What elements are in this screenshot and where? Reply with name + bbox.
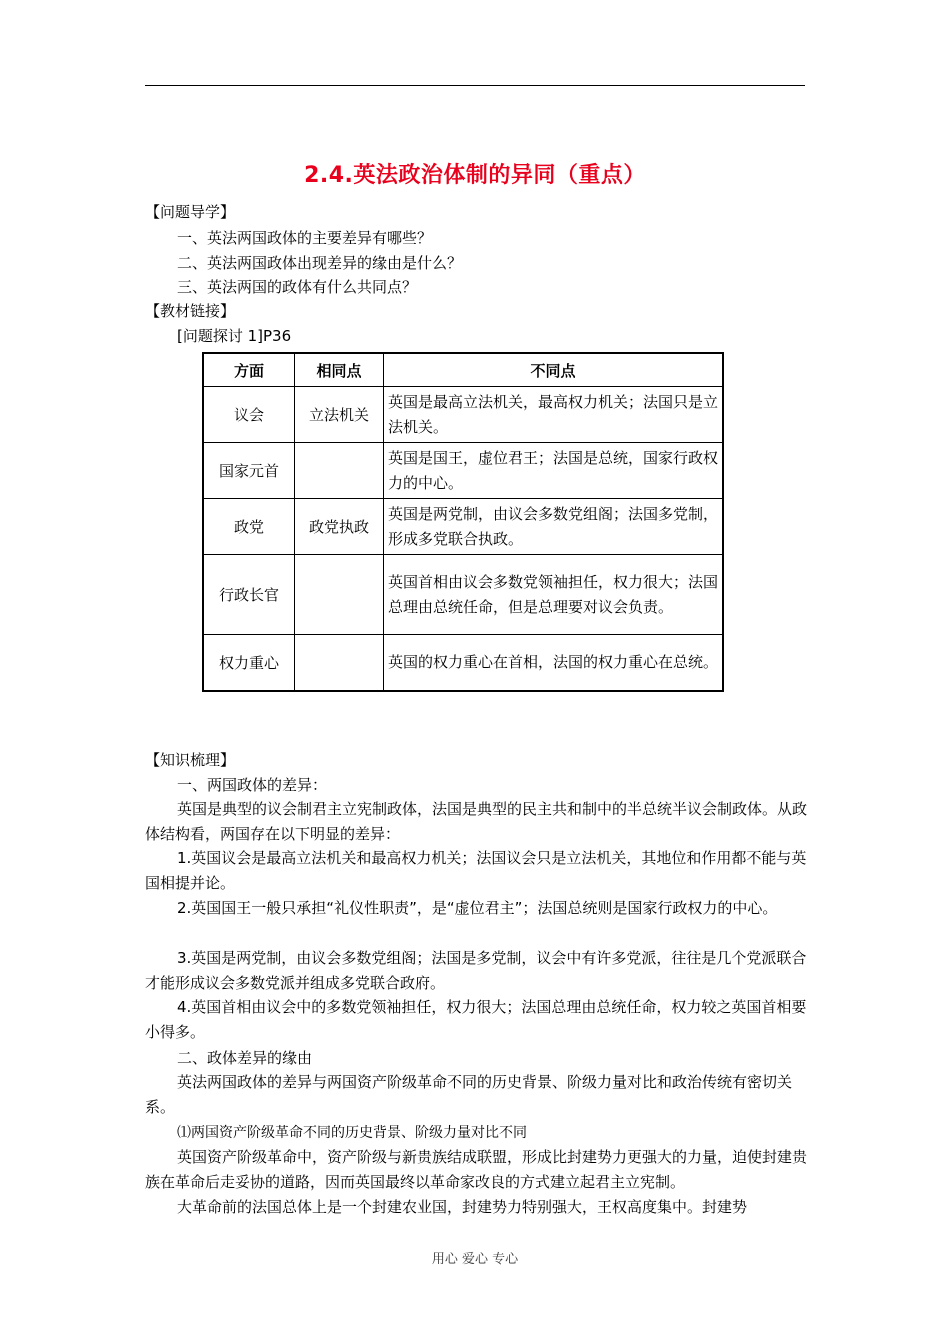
same-cell [295,635,384,691]
table-row [203,555,723,635]
diff-cell: 英国首相由议会多数党领袖担任，权力很大；法国总理由总统任命，但是总理要对议会负责。 [384,555,724,635]
paragraph: 英法两国政体的差异与两国资产阶级革命不同的历史背景、阶级力量对比和政治传统有密切关系。 [145,1073,793,1116]
diff-cell: 英国是最高立法机关，最高权力机关；法国只是立法机关。 [384,387,724,443]
paragraph: 3.英国是两党制，由议会多数党组阁；法国是多党制，议会中有许多党派，往往是几个党派联合才能形成议会多数党派并组成多党联合政府。 [145,949,807,992]
diff-cell: 英国是两党制，由议会多数党组阁；法国多党制，形成多党联合执政。 [384,499,724,555]
paragraph: 大革命前的法国总体上是一个封建农业国，封建势力特别强大，王权高度集中。封建势 [177,1198,748,1216]
column-header: 不同点 [384,353,724,387]
textbook-reference: [问题探讨 1]P36 [177,327,292,345]
page-footer: 用心 爱心 专心 [431,1252,519,1267]
comparison-table [202,352,724,692]
diff-cell: 英国的权力重心在首相，法国的权力重心在总统。 [384,635,724,691]
diff-cell: 英国是国王，虚位君王；法国是总统，国家行政权力的中心。 [384,443,724,499]
same-cell: 立法机关 [295,387,384,443]
aspect-cell: 行政长官 [203,555,295,635]
subheading-historical-background: ⑴两国资产阶级革命不同的历史背景、阶级力量对比不同 [177,1125,527,1141]
guide-question-2: 二、英法两国政体出现差异的缘由是什么？ [177,254,463,272]
table-row [203,499,723,555]
section-heading-textbook: 【教材链接】 [145,302,236,320]
table-row [203,635,723,691]
same-cell [295,443,384,499]
guide-question-3: 三、英法两国的政体有什么共同点？ [177,278,418,296]
subheading-reasons: 二、政体差异的缘由 [177,1049,313,1067]
paragraph: 英国是典型的议会制君主立宪制政体，法国是典型的民主共和制中的半总统半议会制政体。从政体结构看，两国存在以下明显的差异： [145,800,808,843]
subheading-differences: 一、两国政体的差异： [177,776,328,794]
same-cell: 政党执政 [295,499,384,555]
paragraph: 1.英国议会是最高立法机关和最高权力机关；法国议会只是立法机关，其地位和作用都不能与英国相提并论。 [145,849,807,892]
column-header: 相同点 [295,353,384,387]
section-heading-knowledge: 【知识梳理】 [145,751,236,769]
paragraph: 4.英国首相由议会中的多数党领袖担任，权力很大；法国总理由总统任命，权力较之英国首相要小得多。 [145,998,807,1041]
header-rule [145,85,805,86]
aspect-cell: 政党 [203,499,295,555]
paragraph: 2.英国国王一般只承担“礼仪性职责”，是“虚位君主”；法国总统则是国家行政权力的中心。 [177,899,778,917]
table-row [203,443,723,499]
table-row [203,387,723,443]
table-header-row [203,353,723,387]
guide-question-1: 一、英法两国政体的主要差异有哪些？ [177,229,433,247]
same-cell [295,555,384,635]
aspect-cell: 权力重心 [203,635,295,691]
column-header: 方面 [203,353,295,387]
page-title: 2.4.英法政治体制的异同（重点） [304,163,646,188]
section-heading-guide: 【问题导学】 [145,203,236,221]
aspect-cell: 议会 [203,387,295,443]
paragraph: 英国资产阶级革命中，资产阶级与新贵族结成联盟，形成比封建势力更强大的力量，迫使封建贵族在革命后走妥协的道路，因而英国最终以革命家改良的方式建立起君主立宪制。 [145,1148,808,1191]
aspect-cell: 国家元首 [203,443,295,499]
